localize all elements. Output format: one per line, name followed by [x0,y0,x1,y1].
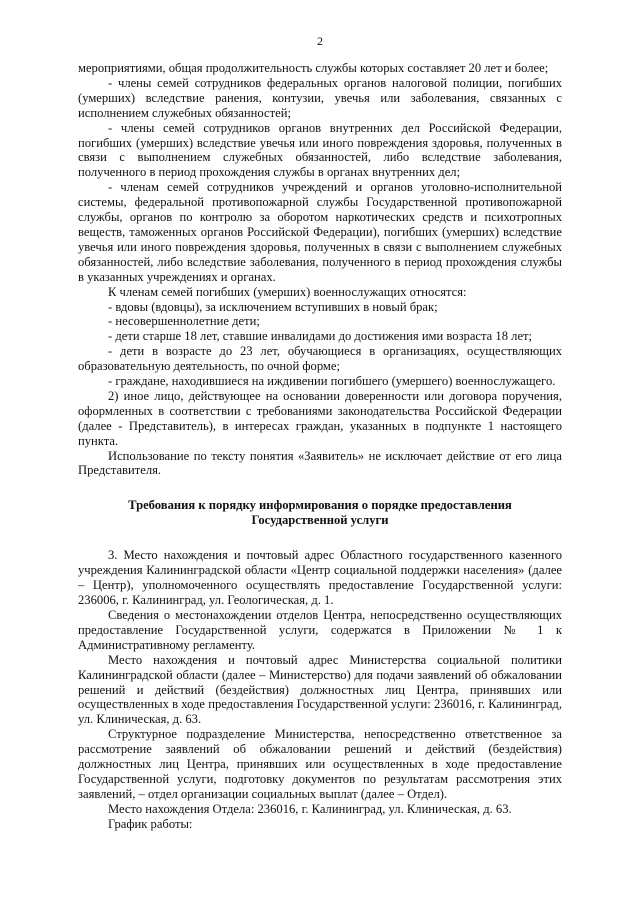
paragraph: Использование по тексту понятия «Заявитель» не исключает действие от его лица Представителя. [78,448,562,478]
paragraph: - дети в возрасте до 23 лет, обучающиеся в организациях, осуществляющих образовательную деятельность, по очной форме; [78,344,562,374]
paragraph: - несовершеннолетние дети; [108,314,260,329]
paragraph: Сведения о местонахождении отделов Центра, непосредственно осуществляющих предоставление Государственной услуги, содержатся в Приложении № 1 к Административному регламенту. [78,608,562,652]
paragraph: Структурное подразделение Министерства, непосредственно ответственное за рассмотрение заявлений об обжаловании решений и действий (бездействия) должностных лиц Центра, принявших или осуществленных в ходе предоставление Государственной услуги, подготовку документов по результатам рассмотрения этих заявлений, – отдел организации социальных выплат (далее – Отдел). [78,727,562,801]
paragraph: - граждане, находившиеся на иждивении погибшего (умершего) военнослужащего. [108,374,556,389]
section-heading: Требования к порядку информирования о порядке предоставления Государственной услуги [128,498,512,528]
paragraph: К членам семей погибших (умерших) военнослужащих относятся: [108,284,467,299]
paragraph: - членам семей сотрудников учреждений и органов уголовно-исполнительной системы, федеральной противопожарной службы Государственной противопожарной службы, органов по контролю за оборотом наркотических средств и психотропных веществ, таможенных органов Российской Федерации), погибших (умерших) вследствие увечья или иного повреждения здоровья, полученных в связи с выполнением служебных обязанностей, либо вследствие заболевания, полученного в период прохождения службы в указанных учреждениях и органах. [78,180,562,284]
paragraph: График работы: [108,816,193,831]
page-number: 2 [317,34,323,48]
paragraph: - дети старше 18 лет, ставшие инвалидами до достижения ими возраста 18 лет; [108,329,533,344]
paragraph: - вдовы (вдовцы), за исключением вступивших в новый брак; [108,299,438,314]
paragraph: Место нахождения и почтовый адрес Министерства социальной политики Калининградской области (далее – Министерство) для подачи заявлений об обжаловании решений и действий (бездействия) должностных лиц Центра, принявших или осуществленных в ходе предоставления Государственной услуги: 236016, г. Калининград, ул. Клиническая, д. 63. [78,652,562,727]
paragraph: - члены семей сотрудников органов внутренних дел Российской Федерации, погибших (умерших) вследствие увечья или иного повреждения здоровья, полученных в связи с выполнением служебных обязанностей, либо вследствие заболевания, полученного в период прохождения службы в органах внутренних дел; [78,120,562,180]
paragraph: Место нахождения Отдела: 236016, г. Калининград, ул. Клиническая, д. 63. [108,801,512,816]
paragraph: - члены семей сотрудников федеральных органов налоговой полиции, погибших (умерших) вследствие ранения, контузии, увечья или заболевания, связанных с исполнением служебных обязанностей; [78,75,562,120]
paragraph: 3. Место нахождения и почтовый адрес Областного государственного казенного учреждения Калининградской области «Центр социальной поддержки населения» (далее – Центр), уполномоченного осуществлять предоставление Государственной услуги: 236006, г. Калининград, ул. Геологическая, д. 1. [78,548,562,608]
paragraph: 2) иное лицо, действующее на основании доверенности или договора поручения, оформленных в соответствии с требованиями законодательства Российской Федерации (далее - Представитель), в интересах граждан, указанных в подпункте 1 настоящего пункта. [78,388,562,448]
document-body [78,61,562,832]
paragraph: мероприятиями, общая продолжительность службы которых составляет 20 лет и более; [78,61,549,75]
